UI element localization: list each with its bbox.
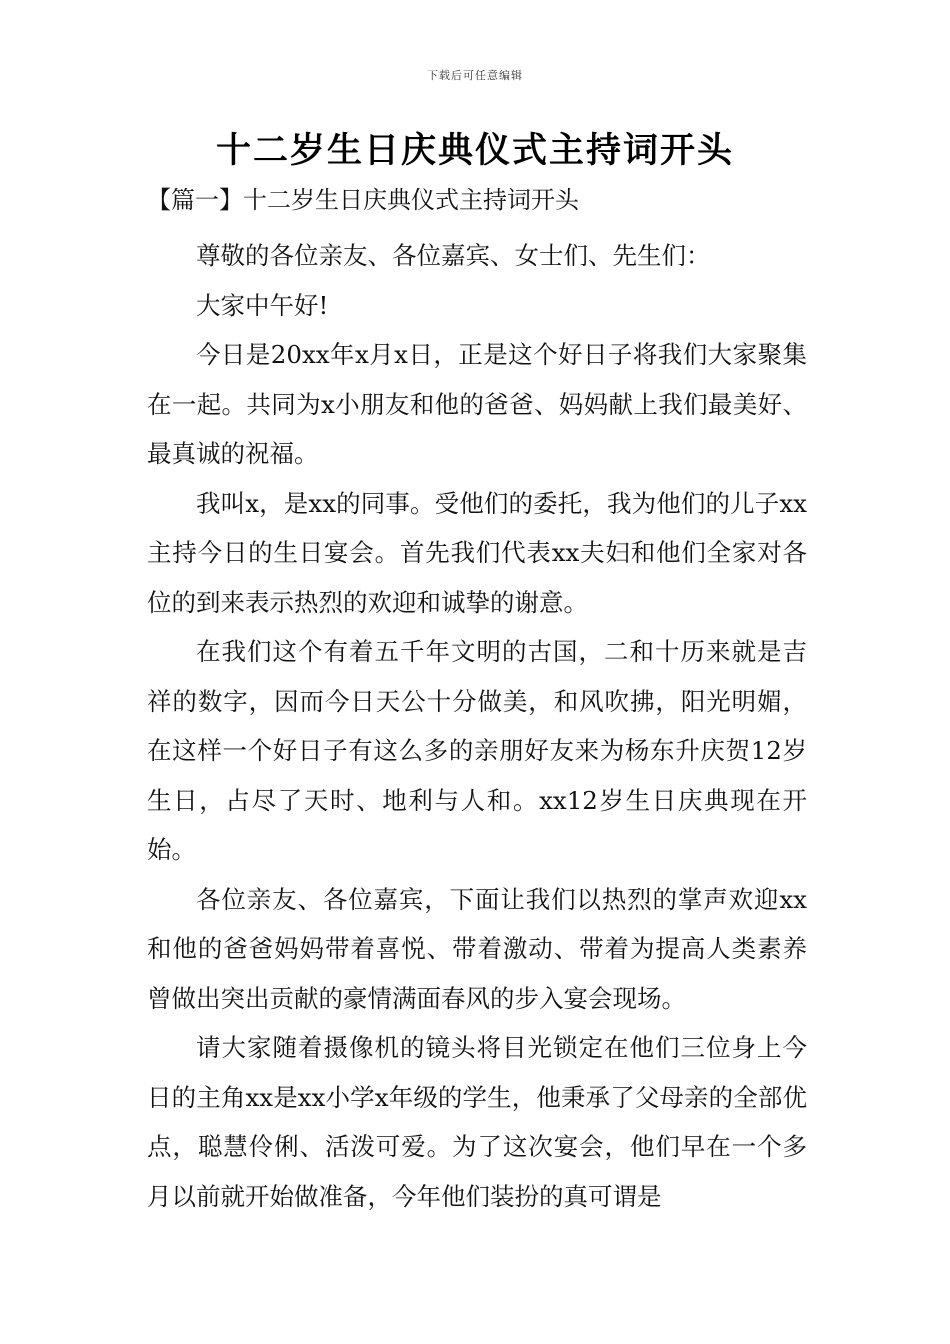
header-note: 下载后可任意编辑 (427, 69, 523, 82)
paragraph-greeting: 尊敬的各位亲友、各位嘉宾、女士们、先生们： (196, 241, 711, 270)
paragraph-auspicious-day: 在我们这个有着五千年文明的古国，二和十历来就是吉祥的数字，因而今日天公十分做美，和风吹拂，阳光明媚，在这样一个好日子有这么多的亲朋好友来为杨东升庆贺12岁生日，占尽了天时、地利与人和。xx12岁生日庆典现在开始。 (147, 637, 807, 864)
paragraph-welcome-family: 各位亲友、各位嘉宾，下面让我们以热烈的掌声欢迎xx和他的爸爸妈妈带着喜悦、带着激动、带着为提高人类素养曾做出突出贡献的豪情满面春风的步入宴会现场。 (147, 884, 807, 1013)
paragraph-date: 今日是20xx年x月x日，正是这个好日子将我们大家聚集在一起。共同为x小朋友和他的爸爸、妈妈献上我们最美好、最真诚的祝福。 (147, 340, 807, 468)
body-text (147, 231, 807, 1221)
document-title: 十二岁生日庆典仪式主持词开头 (215, 130, 734, 171)
paragraph-host-intro: 我叫x，是xx的同事。受他们的委托，我为他们的儿子xx主持今日的生日宴会。首先我们代表xx夫妇和他们全家对各位的到来表示热烈的欢迎和诚挚的谢意。 (147, 488, 807, 617)
paragraph-good-noon: 大家中午好! (196, 290, 329, 320)
section-heading: 【篇一】十二岁生日庆典仪式主持词开头 (147, 186, 579, 214)
paragraph-camera: 请大家随着摄像机的镜头将目光锁定在他们三位身上今日的主角xx是xx小学x年级的学生，他秉承了父母亲的全部优点，聪慧伶俐、活泼可爱。为了这次宴会，他们早在一个多月以前就开始做准备，今年他们装扮的真可谓是 (147, 1033, 807, 1211)
